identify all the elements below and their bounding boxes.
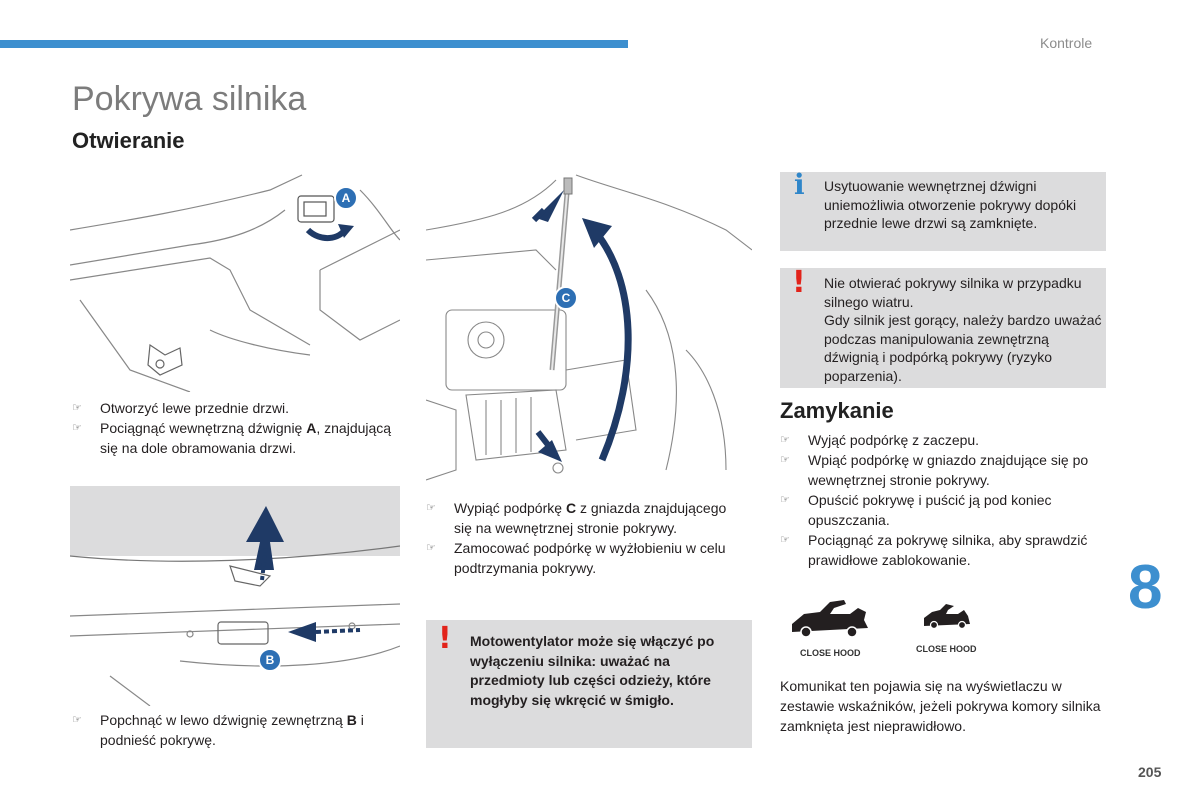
info-box — [780, 168, 1106, 251]
door-lever-illustration — [70, 170, 400, 392]
callout-c-label: C — [561, 291, 571, 305]
chapter-number: 8 — [1128, 553, 1163, 622]
wind-warning-text — [824, 274, 1102, 385]
fan-warning-box — [426, 620, 752, 748]
close-hood-label-1: CLOSE HOOD — [800, 648, 861, 658]
list-item: ☞ Otworzyć lewe przednie drzwi. — [72, 398, 402, 418]
page-number: 205 — [1138, 764, 1162, 780]
page-title: Pokrywa silnika — [72, 80, 307, 118]
list-item: ☞ Opuścić pokrywę i puścić ją pod koniec opuszczania. — [780, 490, 1106, 530]
wind-warning-line2: Gdy silnik jest gorący, należy bardzo uważać podczas manipulowania zewnętrzną dźwignią i podpórką pokrywy (ryzyko poparzenia). — [824, 312, 1102, 384]
warning-icon: ! — [792, 265, 806, 300]
wind-warning-box — [780, 265, 1106, 388]
section-name: Kontrole — [1040, 35, 1093, 51]
fan-warning-text: Motowentylator może się włączyć po wyłączeniu silnika: uważać na przedmioty lub części odzieży, które mogłyby się wkręcić w śmigło. — [470, 633, 715, 708]
callout-b-label: B — [265, 653, 275, 667]
closing-steps — [780, 430, 1106, 570]
callout-c — [555, 287, 577, 309]
header-accent-bar — [0, 40, 628, 48]
list-item: ☞ Wyjąć podpórkę z zaczepu. — [780, 430, 1106, 450]
info-text: Usytuowanie wewnętrznej dźwigni uniemożliwia otworzenie pokrywy dopóki przednie lewe drzwi są zamknięte. — [824, 178, 1077, 231]
list-item: ☞ Pociągnąć wewnętrzną dźwignię A, znajdującą się na dole obramowania drzwi. — [72, 418, 402, 458]
opening-steps-1 — [72, 398, 402, 458]
info-icon: i — [794, 168, 805, 201]
callout-a — [335, 187, 357, 209]
callout-b — [259, 649, 281, 671]
opening-heading: Otwieranie — [72, 128, 185, 153]
car-hood-open-small-icon — [916, 604, 977, 654]
close-hood-display — [786, 594, 986, 660]
callout-a-label: A — [341, 191, 351, 205]
hood-prop-illustration — [426, 170, 752, 490]
display-note: Komunikat ten pojawia się na wyświetlaczu w zestawie wskaźników, jeżeli pokrywa komory silnika zamknięta jest nieprawidłowo. — [780, 678, 1101, 734]
close-hood-label-2: CLOSE HOOD — [916, 644, 977, 654]
exterior-lever-illustration — [70, 486, 400, 706]
list-item: ☞ Zamocować podpórkę w wyżłobieniu w celu podtrzymania pokrywy. — [426, 538, 738, 578]
warning-icon: ! — [438, 621, 452, 656]
opening-steps-2 — [72, 710, 402, 750]
closing-heading: Zamykanie — [780, 398, 894, 423]
list-item: ☞ Wypiąć podpórkę C z gniazda znajdującego się na wewnętrznej stronie pokrywy. — [426, 498, 738, 538]
wind-warning-line1: Nie otwierać pokrywy silnika w przypadku silnego wiatru. — [824, 275, 1082, 310]
car-hood-open-icon — [792, 600, 868, 658]
list-item: ☞ Popchnąć w lewo dźwignię zewnętrzną B i podnieść pokrywę. — [72, 710, 402, 750]
opening-steps-3 — [426, 498, 738, 578]
list-item: ☞ Pociągnąć za pokrywę silnika, aby sprawdzić prawidłowe zablokowanie. — [780, 530, 1106, 570]
list-item: ☞ Wpiąć podpórkę w gniazdo znajdujące się po wewnętrznej stronie pokrywy. — [780, 450, 1106, 490]
